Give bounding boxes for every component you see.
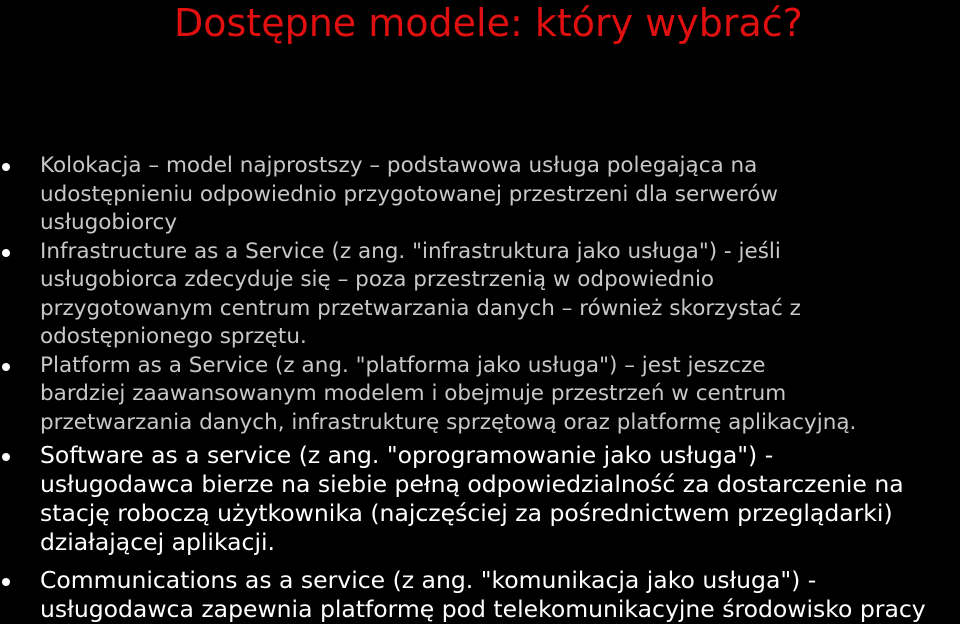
bullet-line: udostępnieniu odpowiednio przygotowanej przestrzeni dla serwerów bbox=[40, 181, 778, 207]
bullet-line: usługodawca zapewnia platformę pod telekomunikacyjne środowisko pracy bbox=[40, 595, 926, 623]
bullet-line: przygotowanym centrum przetwarzania danych – również skorzystać z bbox=[40, 295, 801, 321]
bullet-line: Communications as a service (z ang. "komunikacja jako usługa") - bbox=[40, 566, 817, 594]
slide-title: Dostępne modele: który wybrać? bbox=[174, 1, 803, 45]
bullet-dot-icon bbox=[2, 453, 10, 461]
bullet-item-caas bbox=[0, 566, 960, 624]
bullet-line: usługodawca bierze na siebie pełną odpowiedzialność za dostarczenie na bbox=[40, 470, 904, 498]
bullet-list bbox=[0, 152, 960, 624]
bullet-line: stację roboczą użytkownika (najczęściej za pośrednictwem przeglądarki) bbox=[40, 499, 893, 527]
bullet-dot-icon bbox=[2, 578, 10, 586]
bullet-line: Infrastructure as a Service (z ang. "infrastruktura jako usługa") - jeśli bbox=[40, 238, 781, 264]
bullet-line: bardziej zaawansowanym modelem i obejmuje przestrzeń w centrum bbox=[40, 381, 787, 406]
bullet-dot-icon bbox=[2, 249, 10, 257]
bullet-item-iaas bbox=[0, 238, 960, 352]
bullet-line: Platform as a Service (z ang. "platforma jako usługa") – jest jeszcze bbox=[40, 352, 766, 378]
bullet-line: przetwarzania danych, infrastrukturę sprzętową oraz platformę aplikacyjną. bbox=[40, 409, 857, 435]
bullet-line: działającej aplikacji. bbox=[40, 528, 275, 556]
bullet-line: Kolokacja – model najprostszy – podstawowa usługa polegająca na bbox=[40, 153, 758, 178]
bullet-line: Software as a service (z ang. "oprogramowanie jako usługa") - bbox=[40, 441, 774, 469]
bullet-line: usługobiorca zdecyduje się – poza przestrzenią w odpowiednio bbox=[40, 267, 715, 292]
bullet-item-saas bbox=[0, 441, 960, 557]
bullet-item-paas bbox=[0, 352, 960, 438]
bullet-dot-icon bbox=[2, 363, 10, 371]
bullet-dot-icon bbox=[2, 163, 10, 171]
bullet-item-colocation bbox=[0, 152, 960, 238]
bullet-line: usługobiorcy bbox=[40, 210, 178, 235]
bullet-line: odostępnionego sprzętu. bbox=[40, 324, 307, 349]
